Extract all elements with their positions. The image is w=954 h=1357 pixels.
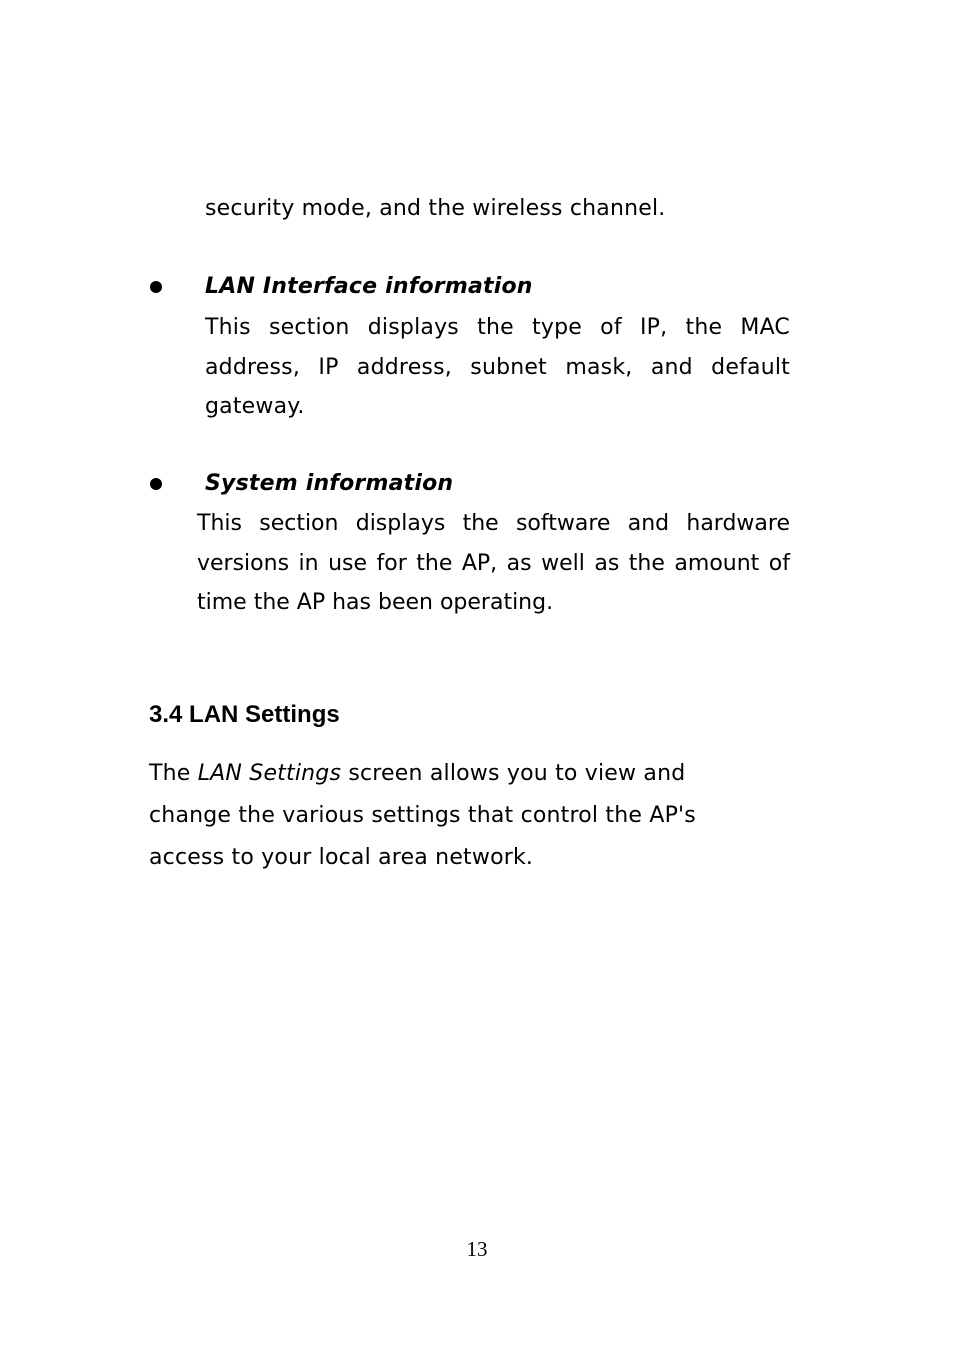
intro-line1-rest: screen allows you to view and <box>341 761 686 786</box>
intro-line2: change the various settings that control the AP's <box>149 803 696 828</box>
intro-prefix: The <box>149 761 198 786</box>
item-body: This section displays the software and hardware versions in use for the AP, as well as the amount of time the AP has been operating. <box>197 511 790 615</box>
item-heading: System information <box>205 471 454 496</box>
item-heading: LAN Interface information <box>205 274 533 299</box>
continuation-text: security mode, and the wireless channel. <box>205 196 666 221</box>
item-body: This section displays the type of IP, the MAC address, IP address, subnet mask, and default gateway. <box>205 315 790 419</box>
intro-emphasis: LAN Settings <box>197 761 342 786</box>
intro-line3: access to your local area network. <box>149 845 534 870</box>
bullet-icon <box>150 281 162 293</box>
section-intro <box>149 753 789 879</box>
bullet-icon <box>150 478 162 490</box>
page-number: 13 <box>466 1237 488 1261</box>
section-title: 3.4 LAN Settings <box>149 701 340 728</box>
